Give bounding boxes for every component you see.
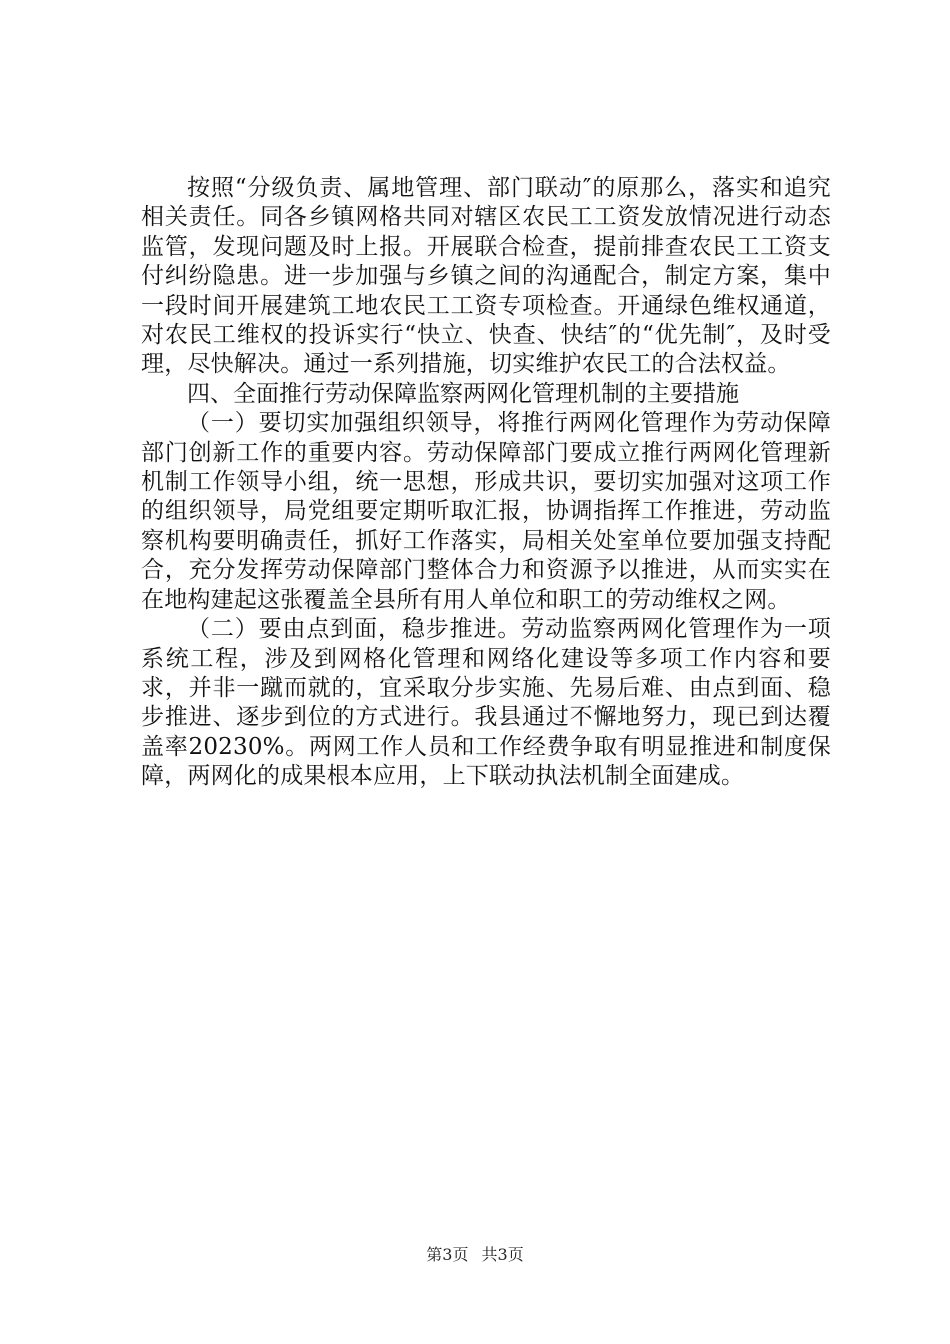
- page-number: 第3页: [426, 1245, 469, 1264]
- section-heading-measures: 四、全面推行劳动保障监察两网化管理机制的主要措施: [187, 380, 739, 407]
- page-footer: [0, 1245, 950, 1265]
- paragraph-organization-leadership: （一）要切实加强组织领导，将推行两网化管理作为劳动保障部门创新工作的重要内容。劳动保障部门要成立推行两网化管理新机制工作领导小组，统一思想，形成共识，要切实加强对这项工作的组织领导，局党组要定期听取汇报，协调指挥工作推进，劳动监察机构要明确责任，抓好工作落实，局相关处室单位要加强支持配合，充分发挥劳动保障部门整体合力和资源予以推进，从而实实在在地构建起这张覆盖全县所有用人单位和职工的劳动维权之网。: [141, 410, 831, 613]
- paragraph-step-by-step: （二）要由点到面，稳步推进。劳动监察两网化管理作为一项系统工程，涉及到网格化管理和网络化建设等多项工作内容和要求，并非一蹴而就的，宜采取分步实施、先易后难、由点到面、稳步推进、逐步到位的方式进行。我县通过不懈地努力，现已到达覆盖率20230%。两网工作人员和工作经费争取有明显推进和制度保障，两网化的成果根本应用，上下联动执法机制全面建成。: [141, 616, 831, 790]
- document-body: [141, 174, 831, 792]
- page-total: 共3页: [481, 1245, 524, 1264]
- paragraph-responsibility: 按照“分级负责、属地管理、部门联动″的原那么，落实和追究相关责任。同各乡镇网格共同对辖区农民工工资发放情况进行动态监管，发现问题及时上报。开展联合检查，提前排查农民工工资支付纠纷隐患。进一步加强与乡镇之间的沟通配合，制定方案，集中一段时间开展建筑工地农民工工资专项检查。开通绿色维权通道，对农民工维权的投诉实行“快立、快查、快结″的“优先制″，及时受理，尽快解决。通过一系列措施，切实维护农民工的合法权益。: [141, 175, 831, 378]
